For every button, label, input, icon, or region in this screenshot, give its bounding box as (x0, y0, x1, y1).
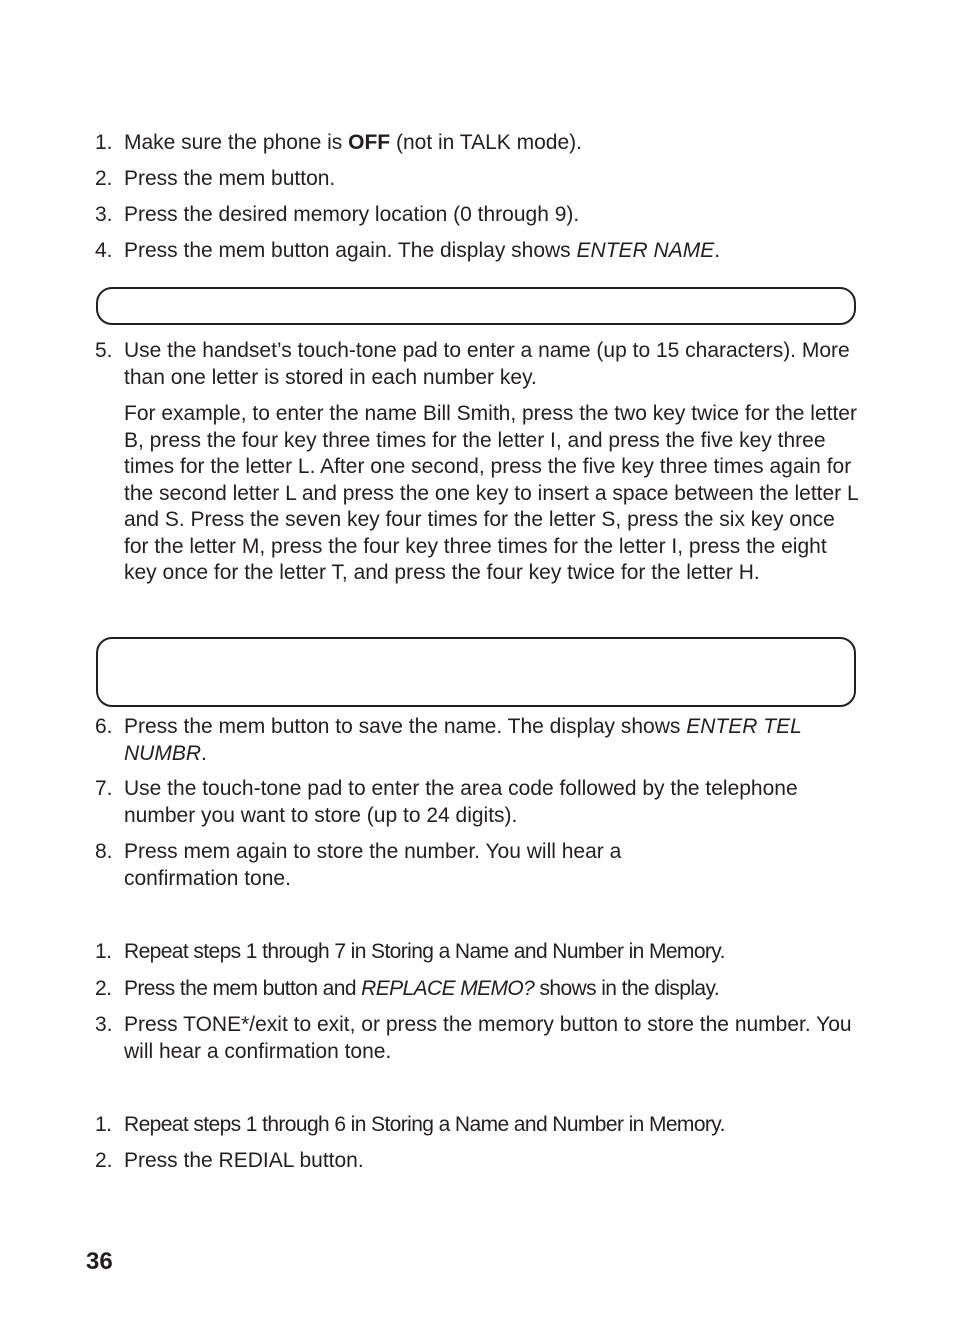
page-number: 36 (86, 1248, 113, 1275)
step-number: 3. (95, 203, 113, 226)
step-number: 8. (95, 840, 113, 863)
step-number: 2. (95, 1149, 113, 1172)
section2-step-2: 2. Press the mem button and REPLACE MEMO? shows in the display. (95, 976, 860, 1003)
display-text: ENTER TEL NUMBR (124, 715, 802, 765)
step-number: 1. (95, 131, 113, 154)
section2-step-3: 3. Press TONE*/exit to exit, or press the memory button to store the number. You will hear a confirmation tone. (95, 1013, 852, 1063)
step-number: 7. (95, 777, 113, 800)
display-text: REPLACE MEMO? (361, 977, 535, 1000)
step-number: 6. (95, 715, 113, 738)
step-number: 1. (95, 1113, 112, 1136)
step-7: 7. Use the touch-tone pad to enter the area code followed by the telephone number you want to store (up to 24 digits). (95, 777, 798, 827)
step-5: 5. Use the handset’s touch-tone pad to enter a name (up to 15 characters). More than one letter is stored in each number key. (95, 339, 850, 389)
step-number: 5. (95, 339, 113, 362)
step-number: 2. (95, 977, 112, 1000)
off-label: OFF (348, 131, 391, 154)
step-3: 3. Press the desired memory location (0 through 9). (95, 202, 579, 229)
section3-step-2: 2. Press the REDIAL button. (95, 1148, 860, 1175)
step-5-example: For example, to enter the name Bill Smith, press the two key twice for the letter B, press the four key three times for the letter I, and press the five key three times for the letter L. After one second, press the five key three times again for the second letter L and press the one key to insert a space between the letter L and S. Press the seven key four times for the letter S, press the six key once for the letter M, press the four key three times for the letter I, press the eight key once for the letter T, and press the four key twice for the letter H. (124, 402, 858, 584)
step-number: 4. (95, 239, 113, 262)
display-box (96, 287, 856, 325)
step-6: 6. Press the mem button to save the name. The display shows ENTER TEL NUMBR. (95, 715, 802, 765)
step-number: 3. (95, 1013, 113, 1036)
step-number: 2. (95, 167, 113, 190)
step-4: 4. Press the mem button again. The display shows ENTER NAME. (95, 238, 720, 265)
step-8: 8. Press mem again to store the number. You will hear a confirmation tone. (95, 840, 622, 890)
display-box (96, 637, 856, 707)
display-text: ENTER NAME (576, 239, 715, 262)
step-2: 2. Press the mem button. (95, 166, 335, 193)
step-number: 1. (95, 940, 112, 963)
step-1: 1. Make sure the phone is OFF (not in TALK mode). (95, 130, 582, 157)
section3-step-1: 1. Repeat steps 1 through 6 in Storing a Name and Number in Memory. (95, 1112, 860, 1139)
section2-step-1: 1. Repeat steps 1 through 7 in Storing a Name and Number in Memory. (95, 939, 860, 966)
